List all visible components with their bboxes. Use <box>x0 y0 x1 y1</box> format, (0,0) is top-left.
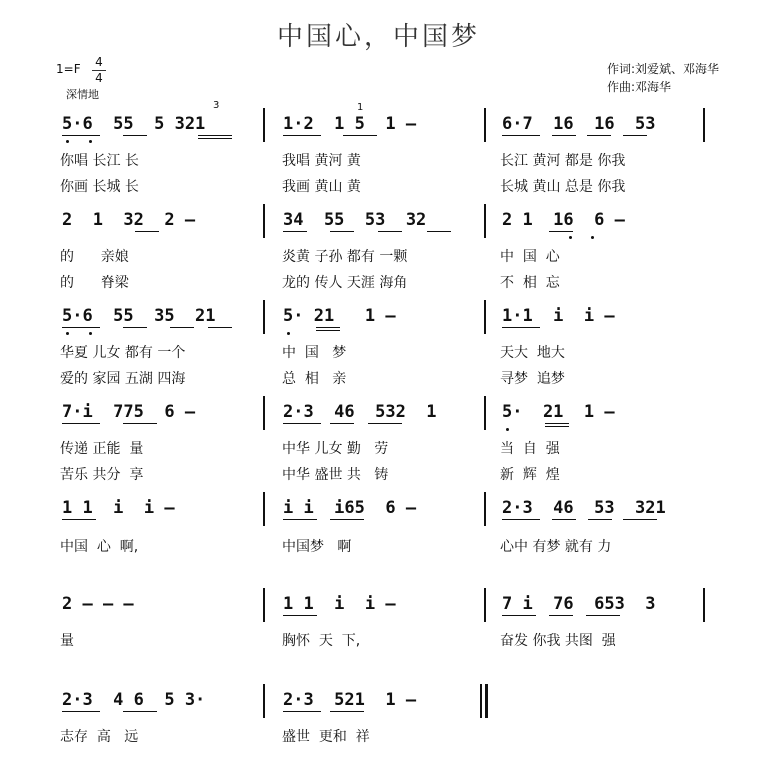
low-octave-dot <box>591 236 594 239</box>
low-octave-dot <box>89 140 92 143</box>
barline <box>484 300 486 334</box>
beam-line <box>549 615 573 616</box>
notes-r1-m1: 5·6 55 5 321 <box>62 114 206 134</box>
lyric-r5-l1-m1: 中国 心 啊, <box>60 539 139 555</box>
beam-line <box>545 423 569 424</box>
beam-line <box>549 231 573 232</box>
beam-line <box>502 327 540 328</box>
lyricist-credit: 作词:刘爱斌、邓海华 <box>607 62 720 76</box>
low-octave-dot <box>66 140 69 143</box>
barline <box>484 108 486 142</box>
lyric-r4-l2-m1: 苦乐 共分 享 <box>60 467 144 483</box>
beam-line <box>123 423 157 424</box>
barline <box>484 492 486 526</box>
final-barline <box>485 684 488 718</box>
beam-line <box>135 231 159 232</box>
lyric-r3-l1-m2: 中 国 梦 <box>282 345 347 361</box>
barline <box>703 108 705 142</box>
song-title: 中国心，中国梦 <box>276 22 480 52</box>
beam-line <box>123 327 147 328</box>
credits <box>607 60 719 96</box>
beam-line <box>208 327 232 328</box>
barline <box>484 204 486 238</box>
notes-r4-m2: 2·3 46 532 1 <box>283 402 437 422</box>
notes-r2-m2: 34 55 53 32 <box>283 210 427 230</box>
notes-r6-m3: 7 i 76 653 3 <box>502 594 656 614</box>
low-octave-dot <box>287 332 290 335</box>
low-octave-dot <box>506 428 509 431</box>
beam-line <box>587 135 611 136</box>
lyric-r1-l1-m1: 你唱 长江 长 <box>60 153 139 169</box>
barline <box>484 588 486 622</box>
beam-line <box>198 135 232 136</box>
lyric-r5-l1-m2: 中国梦 啊 <box>282 539 352 555</box>
notes-r5-m2: i i i65 6 – <box>283 498 417 518</box>
barline <box>263 588 265 622</box>
beam-line <box>588 519 612 520</box>
low-octave-dot <box>569 236 572 239</box>
barline <box>263 204 265 238</box>
notes-r5-m1: 1 1 i i – <box>62 498 175 518</box>
lyric-r1-l2-m3: 长城 黄山 总是 你我 <box>500 179 626 195</box>
lyric-r6-l1-m1: 量 <box>60 633 74 649</box>
beam-line <box>123 135 147 136</box>
lyric-r5-l1-m3: 心中 有梦 就有 力 <box>500 539 612 555</box>
lyric-r2-l2-m2: 龙的 传人 天涯 海角 <box>282 275 408 291</box>
lyric-r1-l1-m3: 长江 黄河 都是 你我 <box>500 153 626 169</box>
notes-r2-m3: 2 1 16 6 – <box>502 210 625 230</box>
lyric-r3-l2-m3: 寻梦 追梦 <box>500 371 565 387</box>
beam-line <box>283 519 317 520</box>
time-signature <box>92 56 106 85</box>
notes-r6-m1: 2 – – – <box>62 594 134 614</box>
lyric-r4-l1-m3: 当 自 强 <box>500 441 560 457</box>
beam-line <box>62 711 100 712</box>
lyric-r6-l1-m3: 奋发 你我 共图 强 <box>500 633 616 649</box>
notes-r4-m1: 7·i 775 6 – <box>62 402 196 422</box>
triplet-mark: 3 <box>213 100 220 111</box>
lyric-r2-l1-m2: 炎黄 子孙 都有 一颗 <box>282 249 408 265</box>
beam-line <box>330 423 354 424</box>
composer-credit: 作曲:邓海华 <box>607 80 672 94</box>
notes-r3-m1: 5·6 55 35 21 <box>62 306 216 326</box>
lyric-r4-l1-m2: 中华 儿女 勤 劳 <box>282 441 389 457</box>
beam-line <box>62 327 100 328</box>
beam-line <box>343 135 377 136</box>
lyric-r3-l2-m1: 爱的 家园 五湖 四海 <box>60 371 186 387</box>
beam-line <box>502 615 536 616</box>
beam-line <box>330 231 354 232</box>
lyric-r3-l2-m2: 总 相 亲 <box>282 371 347 387</box>
expression-marking: 深情地 <box>66 88 99 101</box>
notes-r3-m3: 1·1 i i – <box>502 306 615 326</box>
beam-line <box>586 615 620 616</box>
beam-line <box>283 231 307 232</box>
grace-mark: 1 <box>357 102 364 113</box>
notes-r7-m2: 2·3 521 1 – <box>283 690 417 710</box>
key-signature: 1=F <box>56 62 81 76</box>
lyric-r1-l2-m2: 我画 黄山 黄 <box>282 179 361 195</box>
barline <box>263 492 265 526</box>
notes-r2-m1: 2 1 32 2 – <box>62 210 196 230</box>
barline <box>263 300 265 334</box>
time-top: 4 <box>95 55 103 69</box>
notes-r6-m2: 1 1 i i – <box>283 594 396 614</box>
beam-line <box>623 519 657 520</box>
lyric-r1-l2-m1: 你画 长城 长 <box>60 179 139 195</box>
time-bottom: 4 <box>95 71 103 85</box>
beam-line <box>283 423 321 424</box>
beam-line <box>552 135 576 136</box>
lyric-r4-l2-m2: 中华 盛世 共 铸 <box>282 467 389 483</box>
lyric-r2-l1-m3: 中 国 心 <box>500 249 560 265</box>
beam-line <box>62 519 96 520</box>
notes-r1-m3: 6·7 16 16 53 <box>502 114 656 134</box>
barline <box>484 396 486 430</box>
lyric-r7-l1-m1: 志存 高 远 <box>60 729 139 745</box>
low-octave-dot <box>89 332 92 335</box>
low-octave-dot <box>66 332 69 335</box>
beam-line <box>316 330 340 331</box>
beam-line <box>368 423 402 424</box>
notes-r5-m3: 2·3 46 53 321 <box>502 498 666 518</box>
lyric-r2-l2-m3: 不 相 忘 <box>500 275 560 291</box>
barline <box>263 396 265 430</box>
lyric-r3-l1-m3: 天大 地大 <box>500 345 565 361</box>
lyric-r4-l2-m3: 新 辉 煌 <box>500 467 560 483</box>
beam-line <box>378 231 402 232</box>
lyric-r6-l1-m2: 胸怀 天 下, <box>282 633 361 649</box>
beam-line <box>552 519 576 520</box>
beam-line <box>316 327 340 328</box>
lyric-r4-l1-m1: 传递 正能 量 <box>60 441 144 457</box>
notes-r3-m2: 5· 21 1 – <box>283 306 396 326</box>
beam-line <box>502 519 540 520</box>
notes-r1-m2: 1·2 1 5 1 – <box>283 114 417 134</box>
beam-line <box>283 135 321 136</box>
beam-line <box>283 711 321 712</box>
notes-r7-m1: 2·3 4 6 5 3· <box>62 690 206 710</box>
lyric-r3-l1-m1: 华夏 儿女 都有 一个 <box>60 345 186 361</box>
barline <box>263 684 265 718</box>
beam-line <box>545 426 569 427</box>
lyric-r2-l2-m1: 的 脊梁 <box>60 275 129 291</box>
beam-line <box>502 135 540 136</box>
lyric-r2-l1-m1: 的 亲娘 <box>60 249 129 265</box>
barline <box>263 108 265 142</box>
beam-line <box>283 615 317 616</box>
beam-line <box>623 135 647 136</box>
barline <box>480 684 482 718</box>
beam-line <box>198 138 232 139</box>
beam-line <box>62 423 100 424</box>
beam-line <box>330 519 364 520</box>
beam-line <box>170 327 194 328</box>
lyric-r7-l1-m2: 盛世 更和 祥 <box>282 729 370 745</box>
barline <box>703 588 705 622</box>
beam-line <box>427 231 451 232</box>
beam-line <box>123 711 157 712</box>
beam-line <box>62 135 100 136</box>
lyric-r1-l1-m2: 我唱 黄河 黄 <box>282 153 361 169</box>
notes-r4-m3: 5· 21 1 – <box>502 402 615 422</box>
beam-line <box>330 711 364 712</box>
